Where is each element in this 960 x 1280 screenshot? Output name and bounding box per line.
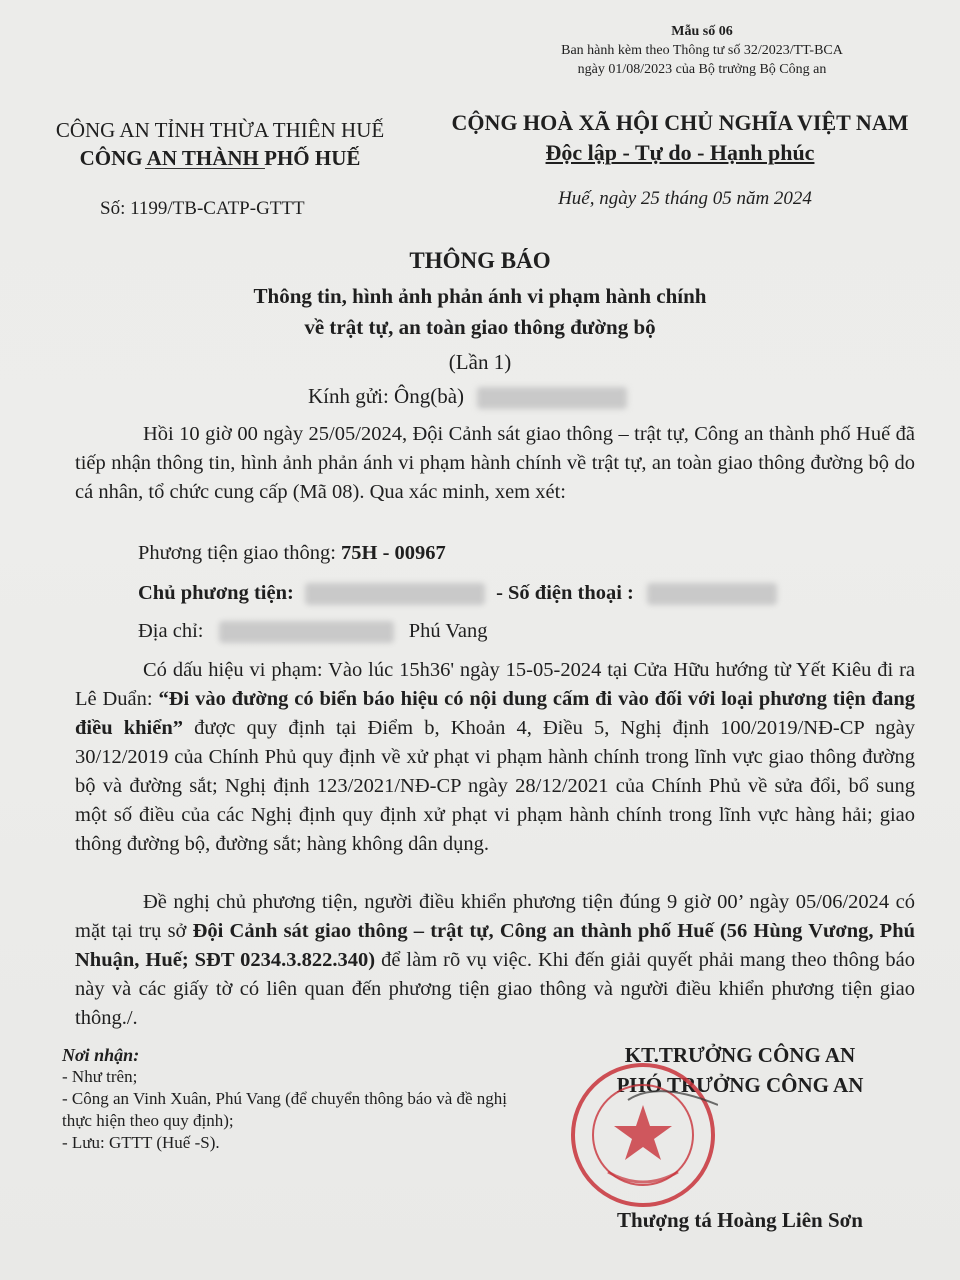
address-tail: Phú Vang	[408, 620, 488, 642]
violation-description: “Đi vào đường có biển báo hiệu có nội dung cấm đi vào đối với loại phương tiện đang điều khiển”	[75, 688, 915, 739]
recipient-item: - Như trên;	[62, 1067, 138, 1086]
form-issued-line1: Ban hành kèm theo Thông tư số 32/2023/TT-BCA	[561, 43, 843, 58]
notice-round: (Lần 1)	[448, 350, 512, 374]
recipients-block	[62, 1044, 512, 1154]
paragraph-intro: Hồi 10 giờ 00 ngày 25/05/2024, Đội Cảnh sát giao thông – trật tự, Công an thành phố Huế đã tiếp nhận thông tin, hình ảnh phản ánh vi phạm hành chính về trật tự, an toàn giao thông đường bộ do cá nhân, tổ chức cung cấp (Mã 08). Qua xác minh, xem xét:	[75, 423, 915, 503]
issuer-line2: CÔNG AN THÀNH PHỐ HUẾ	[79, 146, 361, 170]
redacted-phone	[647, 583, 777, 605]
signature-line1: KT.TRƯỞNG CÔNG AN	[624, 1043, 856, 1067]
form-number-block	[502, 22, 902, 79]
recipient-item: - Công an Vinh Xuân, Phú Vang (để chuyển thông báo và đề nghị thực hiện theo quy định);	[62, 1089, 508, 1130]
document-subtitle-2: về trật tự, an toàn giao thông đường bộ	[304, 315, 656, 339]
vehicle-plate: 75H - 00967	[341, 542, 446, 564]
address-line	[138, 620, 488, 643]
recipient-item: - Lưu: GTTT (Huế -S).	[62, 1133, 220, 1152]
redacted-address	[219, 621, 394, 643]
recipient-label: Kính gửi: Ông(bà)	[308, 384, 465, 408]
nation-motto: Độc lập - Tự do - Hạnh phúc	[545, 140, 815, 165]
official-seal-icon	[568, 1060, 718, 1210]
request-end: để làm rõ vụ việc. Khi đến giải quyết phải mang theo thông báo này và các giấy tờ có liên quan đến phương tiện giao thông và người điều khiển phương tiện giao thông./.	[75, 949, 915, 1029]
form-issued-line2: ngày 01/08/2023 của Bộ trưởng Bộ Công an	[577, 62, 827, 77]
signature-line2: PHÓ TRƯỞNG CÔNG AN	[616, 1073, 864, 1097]
paragraph-violation	[75, 656, 915, 859]
document-title: THÔNG BÁO	[409, 248, 551, 273]
issuer-line1: CÔNG AN TỈNH THỪA THIÊN HUẾ	[55, 118, 385, 142]
request-intro: Đề nghị chủ phương tiện, người điều khiển phương tiện đúng 9 giờ 00’ ngày 05/06/2024 có mặt tại trụ sở	[75, 891, 915, 942]
address-label: Địa chỉ:	[138, 620, 204, 642]
issuer-divider	[145, 168, 265, 169]
vehicle-label: Phương tiện giao thông:	[138, 542, 342, 564]
paragraph-request	[75, 888, 915, 1033]
issuer-block	[30, 116, 410, 172]
document-subtitle-1: Thông tin, hình ảnh phản ánh vi phạm hành chính	[253, 284, 707, 308]
owner-label: Chủ phương tiện:	[138, 582, 294, 604]
recipient-line	[308, 384, 627, 409]
nation-block	[430, 108, 930, 168]
redacted-name	[477, 387, 627, 409]
document-number: Số: 1199/TB-CATP-GTTT	[100, 198, 305, 219]
recipients-heading: Nơi nhận:	[62, 1045, 140, 1065]
form-number: Mẫu số 06	[671, 24, 733, 39]
vehicle-line	[138, 542, 446, 565]
violation-intro: Có dấu hiệu vi phạm: Vào lúc 15h36' ngày 15-05-2024 tại Cửa Hữu hướng từ Yết Kiêu đi ra Lê Duẩn:	[75, 659, 915, 710]
signer-name: Thượng tá Hoàng Liên Sơn	[617, 1208, 863, 1232]
nation-line1: CỘNG HOÀ XÃ HỘI CHỦ NGHĨA VIỆT NAM	[451, 110, 909, 135]
owner-line	[138, 582, 777, 605]
phone-label: - Số điện thoại :	[496, 582, 634, 604]
violation-legal-basis: được quy định tại Điểm b, Khoản 4, Điều 5, Nghị định 100/2019/NĐ-CP ngày 30/12/2019 của Chính Phủ quy định về xử phạt vi phạm hành chính trong lĩnh vực giao thông đường bộ và đường sắt; Nghị định 123/2021/NĐ-CP ngày 28/12/2021 của Chính Phủ về sửa đổi, bổ sung một số điều của các Nghị định quy định xử phạt vi phạm hành chính trong lĩnh vực hàng hải; giao thông đường bộ, đường sắt; hàng không dân dụng.	[75, 717, 915, 855]
redacted-owner	[305, 583, 485, 605]
request-office: Đội Cảnh sát giao thông – trật tự, Công an thành phố Huế (56 Hùng Vương, Phú Nhuận, Huế; SĐT 0234.3.822.340)	[75, 920, 915, 971]
place-date: Huế, ngày 25 tháng 05 năm 2024	[558, 188, 812, 209]
